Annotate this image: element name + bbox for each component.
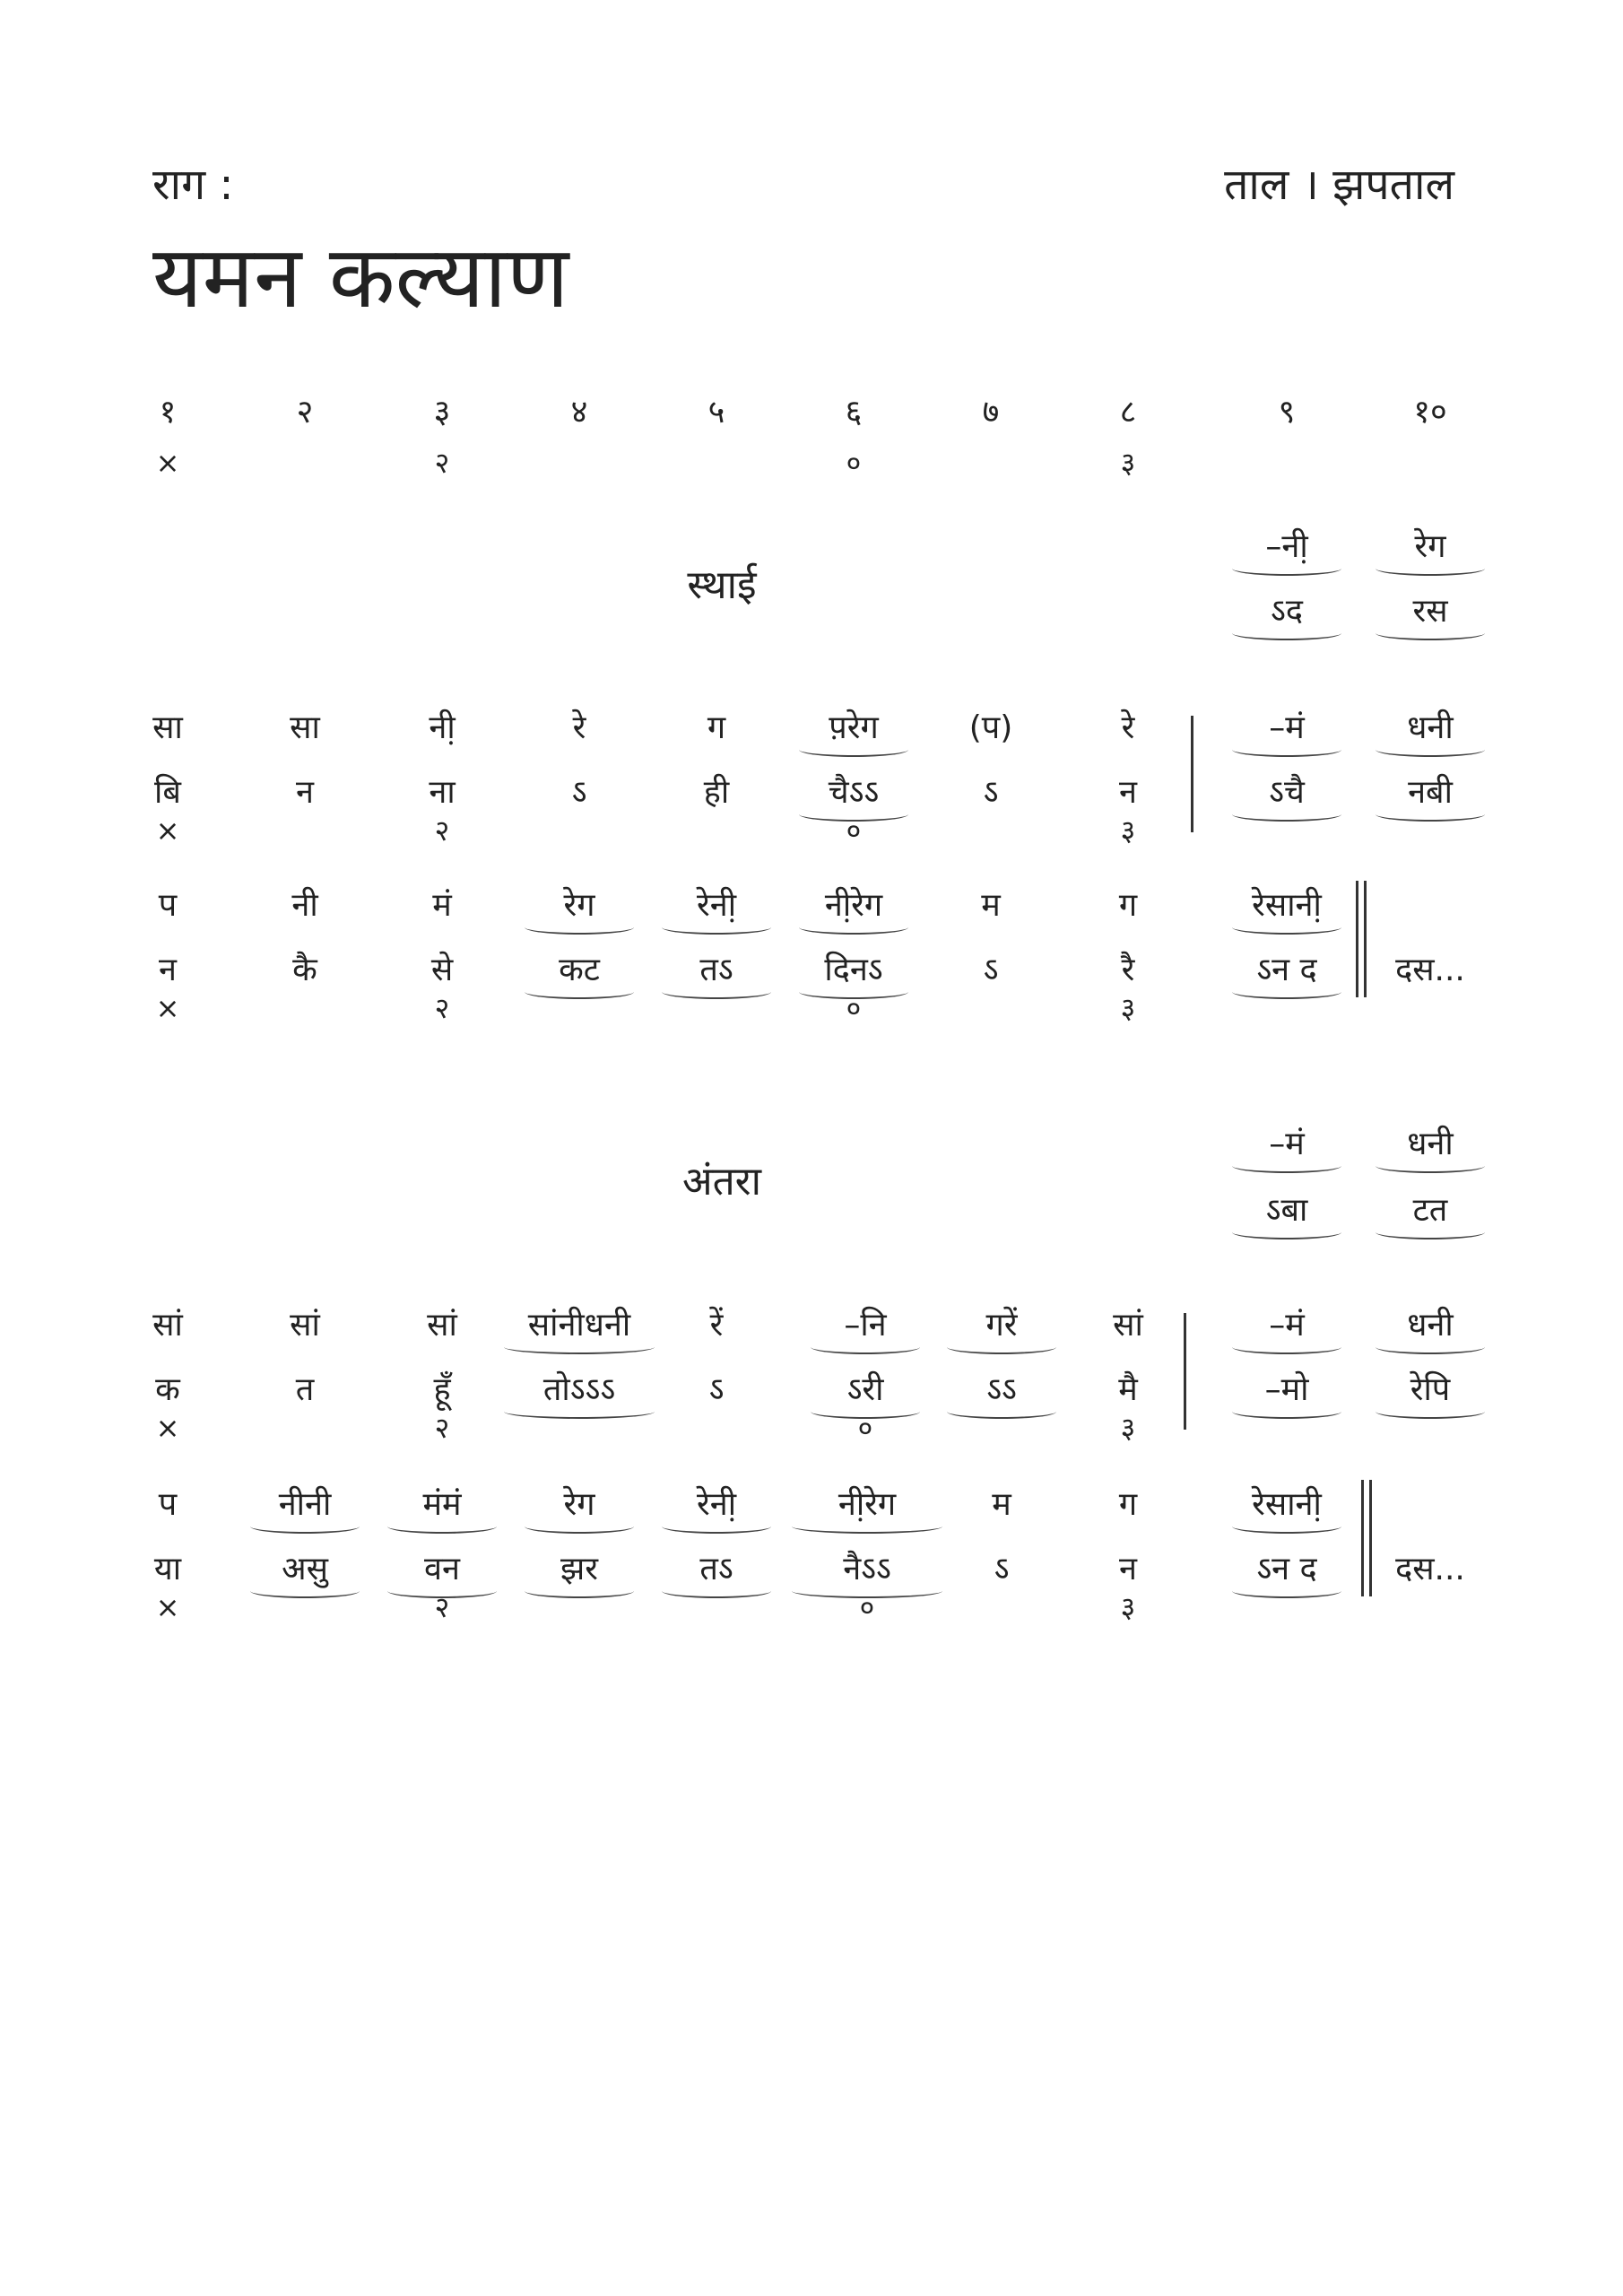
bol: ऽऽ <box>934 1370 1069 1410</box>
bol: तऽ <box>649 1550 784 1589</box>
taal-marker: २ <box>434 991 450 1025</box>
swar: रेसानी़ <box>1219 1485 1354 1525</box>
swar: सां <box>290 1307 320 1344</box>
swar: (प) <box>968 709 1013 746</box>
swar: धनी <box>1363 709 1497 748</box>
swar: नीनी <box>238 1485 372 1525</box>
swar: गरें <box>934 1306 1069 1345</box>
bol: ऽरी <box>798 1370 933 1410</box>
swar: म <box>981 887 1001 924</box>
beat-number: ३ <box>433 394 451 430</box>
bol: –मो <box>1219 1370 1354 1410</box>
taal-marker: ० <box>857 1411 873 1445</box>
beat-number: २ <box>296 394 314 430</box>
beat-number: १० <box>1413 394 1447 430</box>
bol: ना <box>429 774 456 811</box>
bol: वन <box>375 1550 509 1589</box>
beat-number: ५ <box>707 394 725 430</box>
bol: कट <box>512 951 647 990</box>
bol: नैऽऽ <box>786 1550 948 1589</box>
taal-marker: २ <box>434 446 450 480</box>
vibhag-line <box>1191 716 1193 832</box>
bol: नबी <box>1363 773 1497 813</box>
swar: नी़रेग <box>786 886 921 926</box>
swar: सां <box>152 1307 183 1344</box>
swar: रेग <box>512 886 647 926</box>
bol: असु <box>238 1550 372 1589</box>
bol: न <box>1119 1551 1137 1587</box>
sthayi-title: स्थाई <box>687 562 757 608</box>
bol: क <box>155 1371 180 1408</box>
taal-marker: × <box>155 446 180 480</box>
bol: न <box>1119 774 1137 811</box>
taal-marker: ३ <box>1120 1411 1136 1445</box>
bol: ऽन द <box>1219 951 1354 990</box>
taal-marker: ० <box>846 991 862 1025</box>
swar: मंमं <box>375 1485 509 1525</box>
swar: रे <box>1121 709 1135 746</box>
swar: नी़ <box>429 709 456 746</box>
swar: रेनी़ <box>649 886 784 926</box>
bol: या <box>153 1551 182 1587</box>
swar: रेसानी़ <box>1219 886 1354 926</box>
bol: ऽ <box>994 1551 1010 1587</box>
taal-marker: २ <box>434 1590 450 1624</box>
bol: ऽ <box>983 952 999 988</box>
raag-label: राग : <box>152 160 234 210</box>
swar: रेनी़ <box>649 1485 784 1525</box>
swar: ग <box>707 709 726 746</box>
sthayi-pickup-bol: रस <box>1363 592 1497 631</box>
bol: ऽ <box>708 1371 725 1408</box>
antara-pickup-swar: –मं <box>1219 1125 1354 1164</box>
swar: नी़रेग <box>786 1485 948 1525</box>
taal-marker: × <box>155 1590 180 1624</box>
end-bar <box>1361 1480 1372 1596</box>
bol: दस... <box>1395 1551 1465 1587</box>
bol: त <box>295 1371 315 1408</box>
bol: ऽचै <box>1219 773 1354 813</box>
bol: रै <box>1121 952 1135 988</box>
swar: ग <box>1118 1486 1138 1523</box>
bol: दस... <box>1395 952 1465 988</box>
raag-name: यमन कल्याण <box>152 227 569 327</box>
bol: हूँ <box>433 1371 451 1408</box>
taal-marker: × <box>155 1411 180 1445</box>
antara-pickup-bol: टत <box>1363 1191 1497 1231</box>
swar: प <box>158 1486 178 1523</box>
bol: दिनऽ <box>786 951 921 990</box>
sthayi-pickup-swar: –नी़ <box>1219 527 1354 567</box>
beat-number: ६ <box>845 394 863 430</box>
swar: रेग <box>512 1485 647 1525</box>
bol: ही <box>703 774 730 811</box>
swar: रे <box>572 709 586 746</box>
taal-marker: × <box>155 813 180 848</box>
bol: मै <box>1118 1371 1138 1408</box>
bol: झर <box>512 1550 647 1589</box>
bol: बि <box>154 774 181 811</box>
beat-number: १ <box>159 394 177 430</box>
bol: से <box>430 952 454 988</box>
sthayi-pickup-swar: रेग <box>1363 527 1497 567</box>
swar: ग <box>1118 887 1138 924</box>
taal-label: ताल । झपताल <box>1224 160 1454 210</box>
swar: सां <box>1113 1307 1143 1344</box>
swar: रें <box>709 1307 724 1344</box>
swar: सांनीधनी <box>499 1306 660 1345</box>
bol: रेपि <box>1363 1370 1497 1410</box>
bol: न <box>159 952 177 988</box>
taal-marker: ३ <box>1120 991 1136 1025</box>
taal-marker: ३ <box>1120 1590 1136 1624</box>
beat-number: ७ <box>982 394 1000 430</box>
bol: चैऽऽ <box>786 773 921 813</box>
swar: सा <box>290 709 320 746</box>
taal-marker: ० <box>846 446 862 480</box>
swar: –मं <box>1219 1306 1354 1345</box>
swar: सां <box>427 1307 457 1344</box>
swar: प <box>158 887 178 924</box>
taal-marker: ० <box>859 1590 875 1624</box>
antara-pickup-bol: ऽबा <box>1219 1191 1354 1231</box>
swar: नी <box>291 887 318 924</box>
antara-title: अंतरा <box>681 1159 762 1205</box>
swar: –नि <box>798 1306 933 1345</box>
swar: मं <box>432 887 452 924</box>
taal-marker: ० <box>846 813 862 848</box>
taal-marker: २ <box>434 1411 450 1445</box>
swar: प़रेग <box>786 709 921 748</box>
bol: तोऽऽऽ <box>499 1370 660 1410</box>
taal-marker: ३ <box>1120 446 1136 480</box>
antara-pickup-swar: धनी <box>1363 1125 1497 1164</box>
swar: धनी <box>1363 1306 1497 1345</box>
beat-number: ८ <box>1119 394 1137 430</box>
end-bar <box>1356 881 1367 997</box>
sthayi-pickup-bol: ऽद <box>1219 592 1354 631</box>
taal-marker: २ <box>434 813 450 848</box>
beat-number: ४ <box>570 394 588 430</box>
bol: न <box>296 774 314 811</box>
swar: –मं <box>1219 709 1354 748</box>
bol: ऽ <box>571 774 587 811</box>
bol: ऽन द <box>1219 1550 1354 1589</box>
taal-marker: ३ <box>1120 813 1136 848</box>
taal-marker: × <box>155 991 180 1025</box>
bol: तऽ <box>649 951 784 990</box>
swar: सा <box>152 709 183 746</box>
vibhag-line <box>1184 1313 1186 1430</box>
beat-number: ९ <box>1278 394 1296 430</box>
bol: ऽ <box>983 774 999 811</box>
bol: कै <box>292 952 317 988</box>
swar: म <box>992 1486 1011 1523</box>
